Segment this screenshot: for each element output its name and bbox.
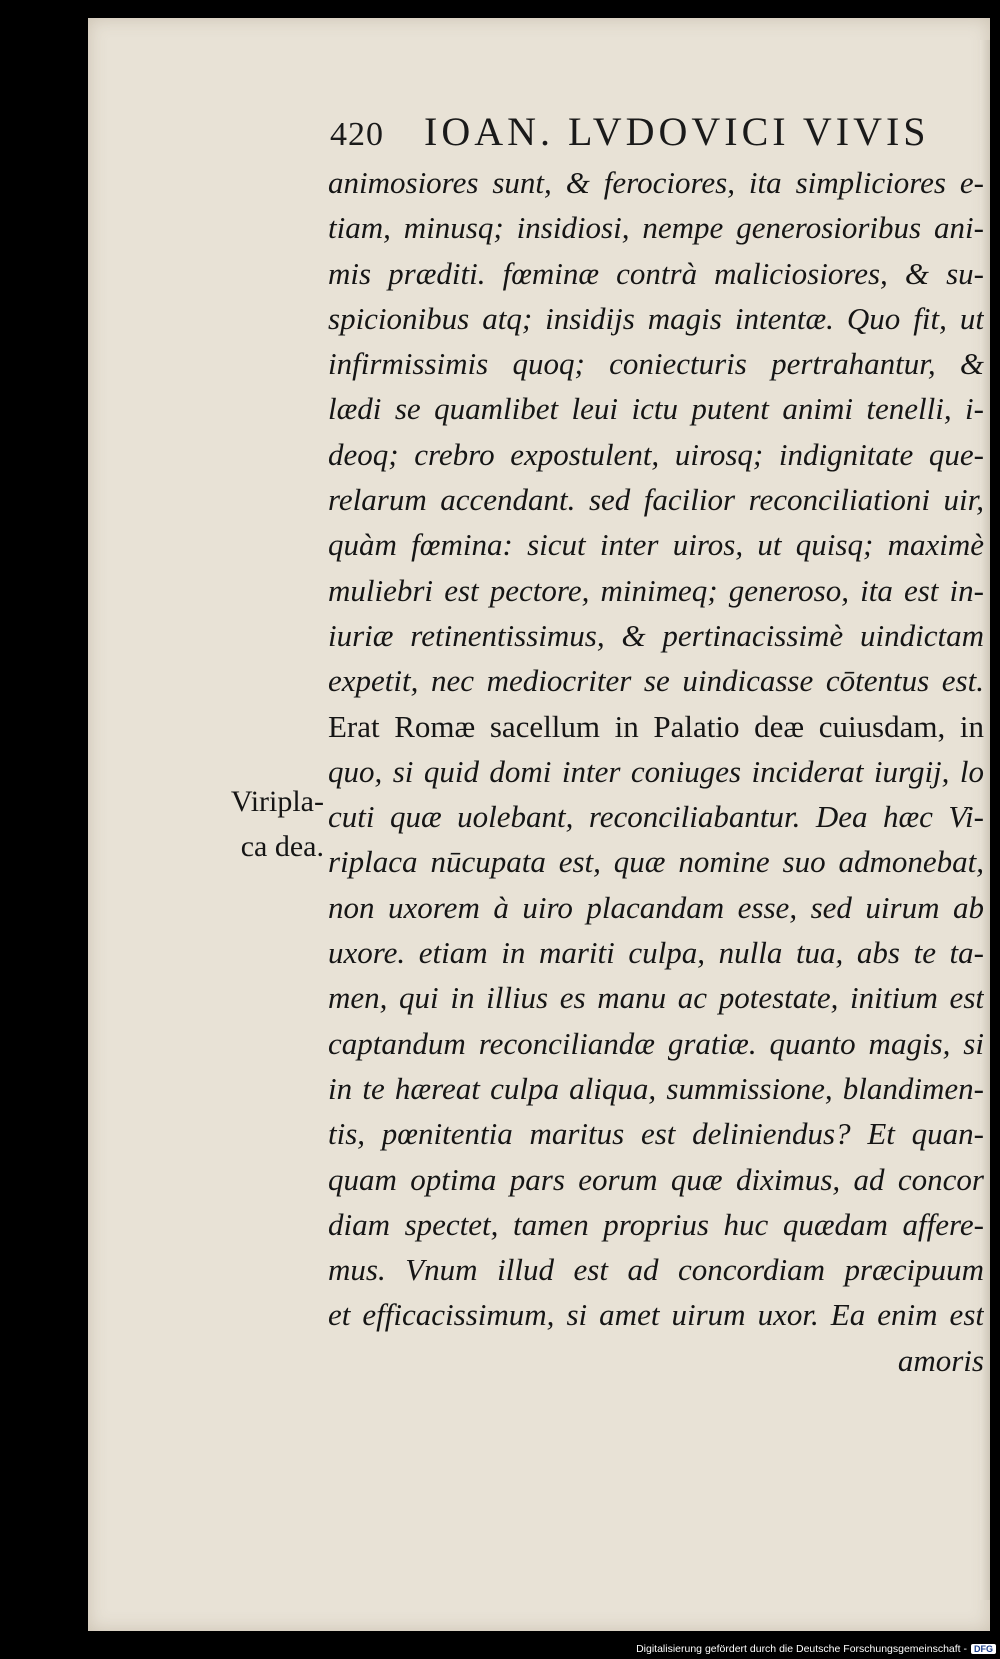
- catchword: amoris: [897, 1342, 984, 1378]
- dfg-logo: DFG: [971, 1644, 996, 1654]
- marginal-note: [200, 779, 324, 869]
- text-line: in te hæreat culpa aliqua, summissione, blandimen-: [328, 1070, 984, 1106]
- text-line: captandum reconciliandæ gratiæ. quanto magis, si: [328, 1025, 984, 1061]
- text-line: tis, pœnitentia maritus est deliniendus? Et quan-: [328, 1116, 984, 1152]
- text-line: iuriæ retinentissimus, & pertinacissimè uindictam: [328, 617, 984, 653]
- text-line: animosiores sunt, & ferociores, ita simpliciores e-: [328, 165, 984, 200]
- marginal-note-line: Viripla-: [230, 785, 324, 818]
- text-line: tiam, minusq; insidiosi, nempe generosioribus ani-: [328, 210, 984, 246]
- text-line: deoq; crebro expostulent, uirosq; indignitate que-: [328, 436, 984, 472]
- text-line: quo, si quid domi inter coniuges inciderat iurgij, lo: [328, 753, 984, 789]
- text-line: riplaca nūcupata est, quæ nomine suo admonebat,: [328, 844, 984, 880]
- text-line: quàm fœmina: sicut inter uiros, ut quisq; maximè: [328, 527, 984, 563]
- text-line: et efficacissimum, si amet uirum uxor. Ea enim est: [328, 1297, 984, 1333]
- marginal-note-line: ca dea.: [240, 830, 324, 863]
- text-line: mus. Vnum illud est ad concordiam præcipuum: [328, 1252, 984, 1288]
- text-line: spicionibus atq; insidijs magis intentæ. Quo fit, ut: [328, 300, 984, 336]
- text-line: diam spectet, tamen proprius huc quædam affere-: [328, 1206, 984, 1242]
- text-line: quam optima pars eorum quæ diximus, ad concor: [328, 1161, 984, 1197]
- text-line: lædi se quamlibet leui ictu putent animi tenelli, i-: [328, 391, 984, 427]
- text-line: muliebri est pectore, minimeq; generoso, ita est in-: [328, 572, 984, 608]
- page-number: 420: [330, 116, 384, 153]
- text-line: men, qui in illius es manu ac potestate, initium est: [328, 980, 984, 1016]
- running-header: [330, 108, 950, 158]
- text-line: relarum accendant. sed facilior reconciliationi uir,: [328, 482, 984, 518]
- text-line: Erat Romæ sacellum in Palatio deæ cuiusdam, in: [328, 708, 984, 744]
- text-line: uxore. etiam in mariti culpa, nulla tua, abs te ta-: [328, 935, 984, 971]
- digitization-credit: [600, 1643, 996, 1657]
- credit-text: Digitalisierung gefördert durch die Deutsche Forschungsgemeinschaft -: [636, 1643, 967, 1655]
- text-line: mis præditi. fœminæ contrà maliciosiores, & su-: [328, 255, 984, 291]
- text-line: expetit, nec mediocriter se uindicasse cōtentus est.: [328, 663, 984, 699]
- text-line: cuti quæ uolebant, reconciliabantur. Dea hæc Vi-: [328, 799, 984, 835]
- text-line: non uxorem à uiro placandam esse, sed uirum ab: [328, 889, 984, 925]
- running-title: IOAN. LVDOVICI VIVIS: [424, 109, 930, 154]
- text-line: infirmissimis quoq; coniecturis pertrahantur, &: [328, 346, 984, 382]
- body-text: [328, 160, 984, 1383]
